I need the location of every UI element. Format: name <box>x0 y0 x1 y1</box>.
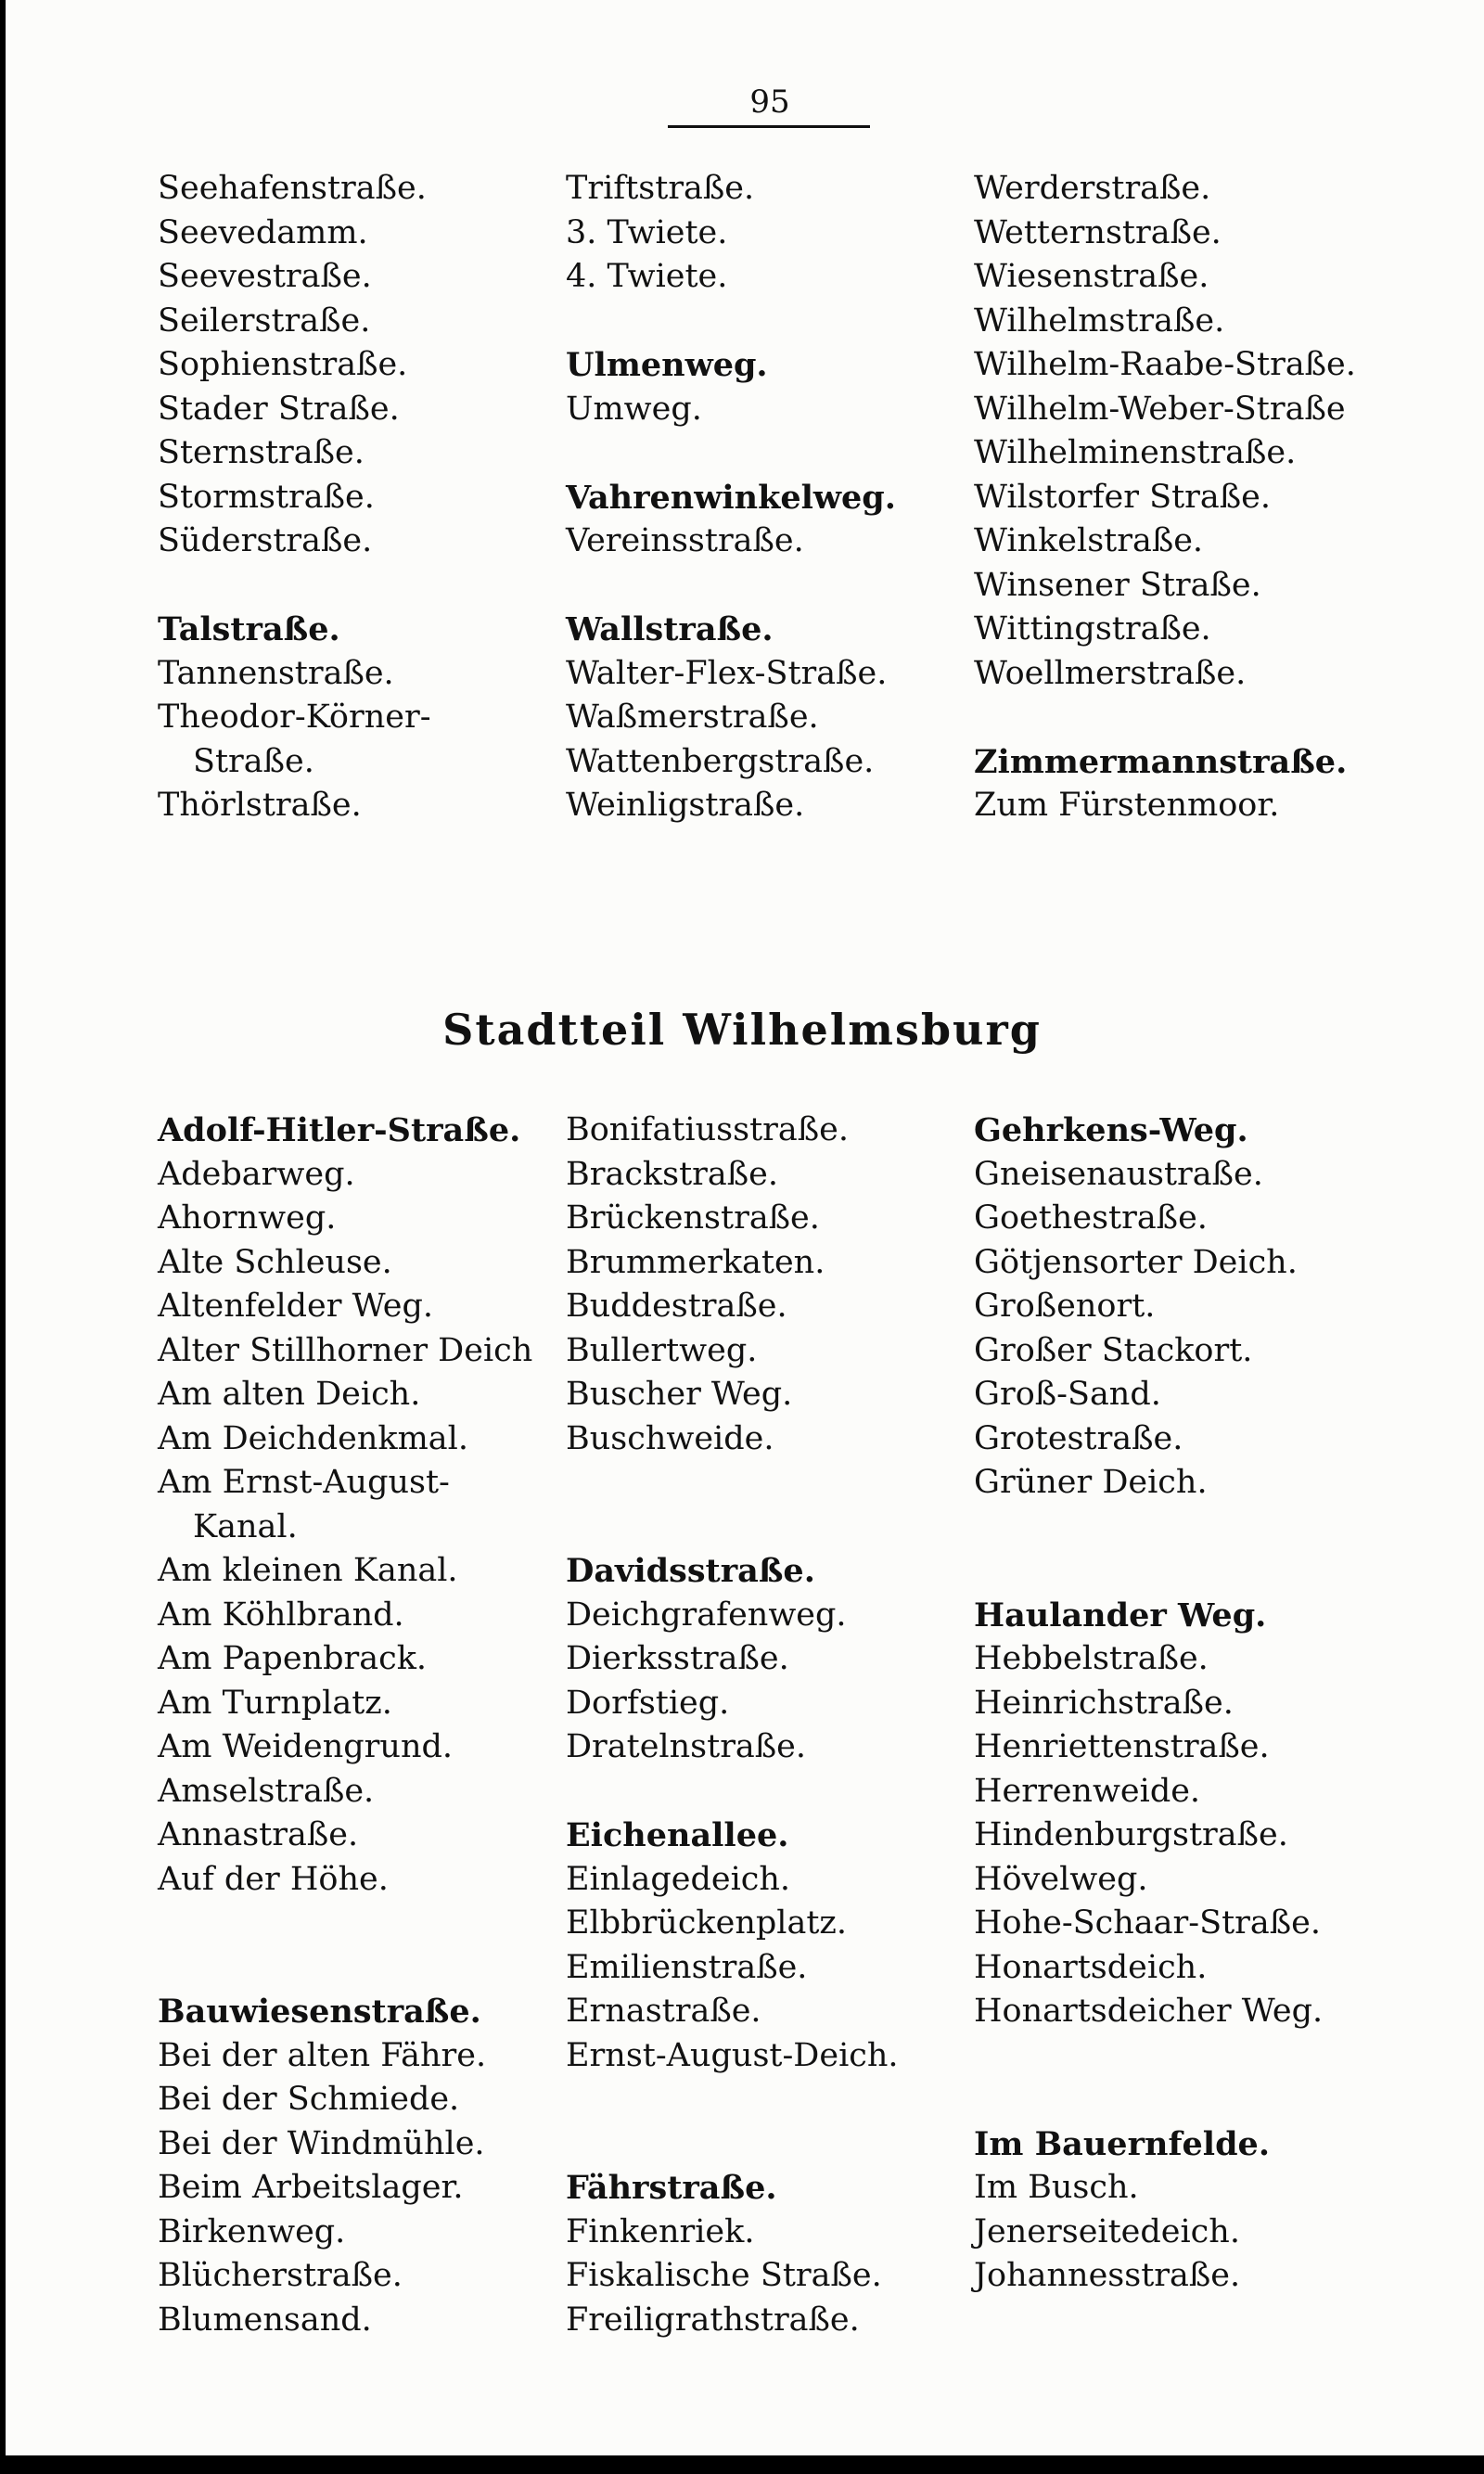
top-column-1 <box>158 167 431 828</box>
street-name: Buschweide. <box>566 1419 774 1457</box>
street-name: Herrenweide. <box>974 1772 1201 1810</box>
spacer <box>566 2122 899 2167</box>
street-name: Wilhelminenstraße. <box>974 434 1297 471</box>
street-name: Buscher Weg. <box>566 1376 793 1413</box>
spacer <box>566 564 896 609</box>
street-name: Am kleinen Kanal. <box>158 1552 458 1589</box>
street-name: Großer Stackort. <box>974 1331 1253 1369</box>
letter-heading-street: Zimmermannstraße. <box>974 742 1348 781</box>
street-name: Blumensand. <box>158 2301 372 2339</box>
street-name: Sophienstraße. <box>158 346 408 383</box>
street-name: Wilhelm-Weber-Straße <box>974 390 1346 428</box>
street-name: Werderstraße. <box>974 170 1211 207</box>
street-name: Wittingstraße. <box>974 610 1211 647</box>
page-number-rule <box>668 125 870 128</box>
street-name: Seevedamm. <box>158 213 368 251</box>
street-name: Am Deichdenkmal. <box>158 1419 468 1457</box>
street-name: Bonifatiusstraße. <box>566 1111 849 1148</box>
street-name: Weinligstraße. <box>566 787 805 824</box>
street-name: Sternstraße. <box>158 434 365 471</box>
top-column-3 <box>974 167 1356 828</box>
spacer <box>158 564 431 609</box>
spacer <box>974 2078 1323 2122</box>
letter-heading-street: Wallstraße. <box>566 610 774 648</box>
spacer <box>566 1506 899 1550</box>
street-name: Groß-Sand. <box>974 1376 1161 1413</box>
street-name: Ernastraße. <box>566 1993 761 2030</box>
street-name: Woellmerstraße. <box>974 654 1247 692</box>
street-name: Ernst-August-Deich. <box>566 2036 899 2074</box>
street-name: Straße. <box>193 742 314 780</box>
street-name: Thörlstraße. <box>158 787 362 824</box>
street-name: Henriettenstraße. <box>974 1728 1270 1765</box>
street-name: Götjensorter Deich. <box>974 1243 1298 1281</box>
street-name: Ahornweg. <box>158 1199 337 1237</box>
street-name: Am Weidengrund. <box>158 1728 454 1765</box>
street-name: Winsener Straße. <box>974 566 1261 604</box>
street-name: Buddestraße. <box>566 1288 787 1325</box>
street-name: Annastraße. <box>158 1816 359 1853</box>
street-name: Wiesenstraße. <box>974 258 1209 295</box>
street-name: Winkelstraße. <box>974 522 1204 559</box>
street-name: Amselstraße. <box>158 1772 375 1810</box>
spacer <box>974 1506 1323 1550</box>
street-name: Emilienstraße. <box>566 1948 808 1986</box>
street-name: Brückenstraße. <box>566 1199 820 1237</box>
street-name: Dorfstieg. <box>566 1684 730 1722</box>
top-column-2 <box>566 167 896 828</box>
street-name: Dierksstraße. <box>566 1640 789 1677</box>
street-name: Dratelnstraße. <box>566 1728 807 1765</box>
letter-heading-street: Bauwiesenstraße. <box>158 1993 481 2031</box>
street-name: Hindenburgstraße. <box>974 1816 1288 1853</box>
street-name: Honartsdeich. <box>974 1948 1208 1986</box>
bottom-column-3 <box>974 1109 1323 2299</box>
street-name: Gneisenaustraße. <box>974 1155 1263 1193</box>
street-name: Einlagedeich. <box>566 1860 791 1898</box>
street-name: Alte Schleuse. <box>158 1243 392 1281</box>
spacer <box>566 431 896 476</box>
street-name: Jenerseitedeich. <box>974 2212 1240 2250</box>
section-title: Stadtteil Wilhelmsburg <box>442 1005 1042 1055</box>
spacer <box>974 696 1356 740</box>
street-name: Heinrichstraße. <box>974 1684 1234 1722</box>
street-name: Brummerkaten. <box>566 1243 825 1281</box>
street-name: Tannenstraße. <box>158 654 394 692</box>
street-name: Wilhelm-Raabe-Straße. <box>974 346 1356 383</box>
street-name: Am Köhlbrand. <box>158 1596 404 1634</box>
spacer <box>974 2034 1323 2079</box>
street-name: Wilhelmstraße. <box>974 301 1225 340</box>
street-name: Bullertweg. <box>566 1331 758 1369</box>
street-name: Wetternstraße. <box>974 213 1222 251</box>
street-name: Süderstraße. <box>158 522 373 559</box>
letter-heading-street: Adolf-Hitler-Straße. <box>158 1111 521 1149</box>
street-name: Bei der Schmiede. <box>158 2081 460 2118</box>
street-name: Bei der Windmühle. <box>158 2124 485 2162</box>
page-number: 95 <box>749 83 790 121</box>
street-name: Brackstraße. <box>566 1155 778 1193</box>
street-name: Im Busch. <box>974 2169 1139 2206</box>
street-name: Grüner Deich. <box>974 1464 1208 1501</box>
letter-heading-street: Ulmenweg. <box>566 346 768 384</box>
street-name: Hövelweg. <box>974 1860 1148 1898</box>
street-name: Am Ernst-August- <box>158 1464 450 1501</box>
street-name: Elbbrückenplatz. <box>566 1904 847 1942</box>
street-name: Stader Straße. <box>158 390 400 428</box>
street-name: Großenort. <box>974 1288 1156 1325</box>
street-name: Blücherstraße. <box>158 2257 403 2294</box>
letter-heading-street: Fährstraße. <box>566 2169 777 2207</box>
street-name: Fiskalische Straße. <box>566 2257 882 2294</box>
street-name: Adebarweg. <box>158 1155 355 1193</box>
street-name: Zum Fürstenmoor. <box>974 787 1280 824</box>
street-name: 4. Twiete. <box>566 258 728 295</box>
street-name: Kanal. <box>193 1507 298 1545</box>
spacer <box>566 300 896 344</box>
street-name: Goethestraße. <box>974 1199 1208 1237</box>
letter-heading-street: Talstraße. <box>158 610 340 648</box>
street-name: Wilstorfer Straße. <box>974 478 1271 516</box>
bottom-column-1 <box>158 1109 532 2342</box>
letter-heading-street: Haulander Weg. <box>974 1596 1267 1634</box>
street-name: Hebbelstraße. <box>974 1640 1209 1677</box>
street-name: Seehafenstraße. <box>158 170 427 207</box>
street-name: Hohe-Schaar-Straße. <box>974 1904 1321 1942</box>
spacer <box>566 2078 899 2122</box>
letter-heading-street: Im Bauernfelde. <box>974 2124 1270 2163</box>
letter-heading-street: Eichenallee. <box>566 1816 789 1854</box>
street-name: Bei der alten Fähre. <box>158 2036 487 2074</box>
street-name: Johannesstraße. <box>974 2257 1241 2294</box>
street-name: Altenfelder Weg. <box>158 1288 433 1325</box>
street-name: Am Papenbrack. <box>158 1640 428 1677</box>
street-name: Am Turnplatz. <box>158 1684 392 1722</box>
spacer <box>158 1902 532 1946</box>
scan-edge-left <box>0 0 6 2474</box>
street-name: Honartsdeicher Weg. <box>974 1993 1324 2030</box>
street-name: Finkenriek. <box>566 2212 755 2250</box>
street-name: Waßmerstraße. <box>566 699 819 736</box>
street-name: Birkenweg. <box>158 2212 346 2250</box>
street-name: Walter-Flex-Straße. <box>566 654 888 692</box>
spacer <box>158 1946 532 1991</box>
bottom-column-2 <box>566 1109 899 2342</box>
street-name: Triftstraße. <box>566 170 755 207</box>
street-name: Vereinsstraße. <box>566 522 804 559</box>
street-name: Theodor-Körner- <box>158 699 431 736</box>
street-name: Stormstraße. <box>158 478 375 516</box>
spacer <box>566 1461 899 1506</box>
street-name: 3. Twiete. <box>566 213 728 251</box>
scan-edge-bottom <box>0 2455 1484 2474</box>
street-name: Wattenbergstraße. <box>566 742 875 780</box>
street-name: Deichgrafenweg. <box>566 1596 847 1634</box>
letter-heading-street: Vahrenwinkelweg. <box>566 478 896 517</box>
spacer <box>974 1549 1323 1594</box>
street-name: Alter Stillhorner Deich <box>158 1331 533 1369</box>
street-name: Grotestraße. <box>974 1419 1183 1457</box>
street-name: Seilerstraße. <box>158 301 371 340</box>
street-name: Auf der Höhe. <box>158 1860 389 1898</box>
street-name: Umweg. <box>566 390 702 428</box>
street-name: Freiligrathstraße. <box>566 2301 860 2339</box>
letter-heading-street: Gehrkens-Weg. <box>974 1111 1248 1149</box>
street-name: Am alten Deich. <box>158 1376 421 1413</box>
street-name: Seevestraße. <box>158 258 372 295</box>
spacer <box>566 1770 899 1814</box>
street-name: Beim Arbeitslager. <box>158 2169 464 2206</box>
letter-heading-street: Davidsstraße. <box>566 1552 815 1590</box>
